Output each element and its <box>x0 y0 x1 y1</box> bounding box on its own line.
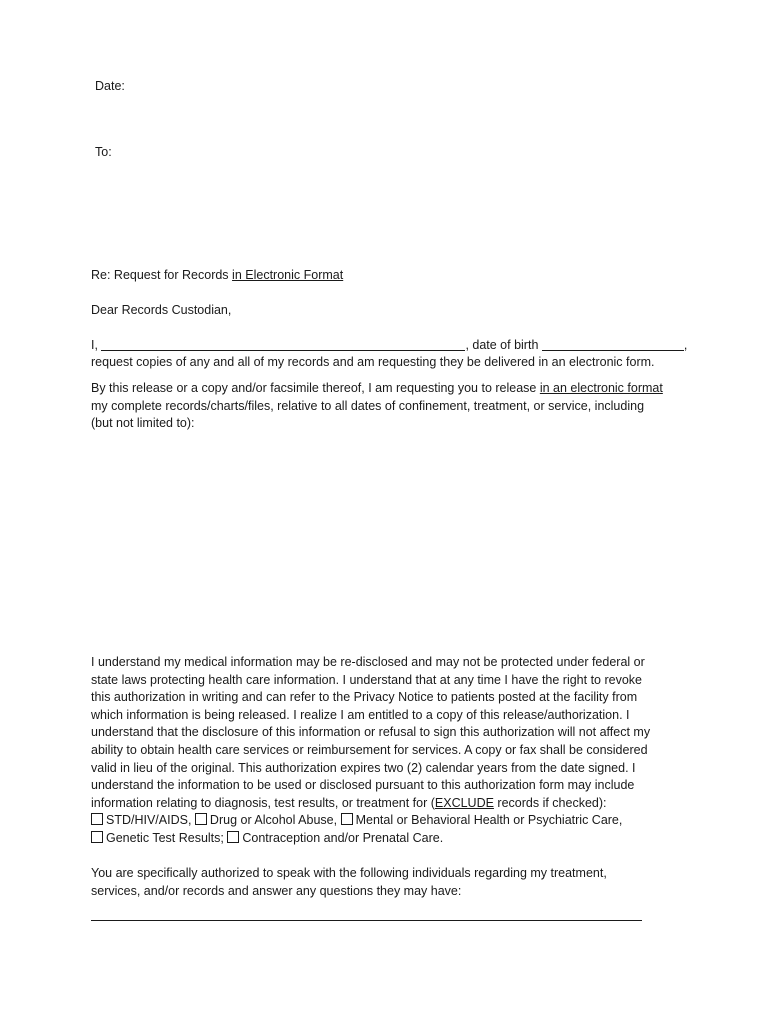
disclosure-line: this authorization in writing and can refer to the Privacy Notice to patients posted at the facility from <box>91 690 638 705</box>
intro-end-comma: , <box>683 338 688 352</box>
authorized-paragraph <box>91 865 691 900</box>
genetic-checkbox[interactable] <box>91 831 103 843</box>
dob-label: , date of birth <box>465 338 539 352</box>
release-prefix: By this release or a copy and/or facsimile thereof, I am requesting you to release <box>91 381 540 395</box>
salutation: Dear Records Custodian, <box>91 303 232 317</box>
std-checkbox[interactable] <box>91 813 103 825</box>
intro-i-label: I, <box>91 338 98 352</box>
disclosure-line: state laws protecting health care information. I understand that at any time I have the right to revoke <box>91 672 643 687</box>
disclosure-line: I understand my medical information may be re-disclosed and may not be protected under federal or <box>91 655 645 669</box>
to-label: To: <box>95 145 112 159</box>
exclude-word: EXCLUDE <box>434 795 494 810</box>
subject-underlined: in Electronic Format <box>232 268 344 282</box>
contraception-label: Contraception and/or Prenatal Care. <box>242 830 444 845</box>
disclosure-line: which information is being released. I realize I am entitled to a copy of this release/authorization. I <box>91 707 630 722</box>
mental-label: Mental or Behavioral Health or Psychiatric Care, <box>355 813 623 828</box>
intro-line-1 <box>91 337 687 354</box>
drug-checkbox[interactable] <box>195 813 207 825</box>
disclosure-last-suffix: records if checked): <box>493 795 607 810</box>
name-blank[interactable] <box>101 338 465 351</box>
exclusions-row-2 <box>91 830 691 848</box>
drug-label: Drug or Alcohol Abuse, <box>209 813 338 828</box>
std-label: STD/HIV/AIDS, <box>106 813 192 828</box>
date-label: Date: <box>95 79 125 93</box>
disclosure-line: understand the information to be used or disclosed pursuant to this authorization form may include <box>91 778 635 793</box>
disclosure-line: ability to obtain health care services or reimbursement for services. A copy or fax shall be considered <box>91 742 648 757</box>
disclosure-line: understand that the disclosure of this information or refusal to sign this authorization will not affect my <box>91 725 651 740</box>
release-line-1 <box>91 380 691 398</box>
release-line-3: (but not limited to): <box>91 416 195 431</box>
contraception-checkbox[interactable] <box>227 831 239 843</box>
disclosure-line: valid in lieu of the original. This authorization expires two (2) calendar years from the date signed. I <box>91 760 636 775</box>
authorized-line-1: You are specifically authorized to speak with the following individuals regarding my treatment, <box>91 866 607 880</box>
authorized-individuals-blank[interactable] <box>91 908 642 921</box>
disclosure-last-prefix: information relating to diagnosis, test results, or treatment for ( <box>91 795 435 810</box>
authorized-line-2: services, and/or records and answer any questions they may have: <box>91 883 462 898</box>
release-underlined: in an electronic format <box>539 381 663 395</box>
subject-prefix: Re: Request for Records <box>91 268 233 282</box>
dob-blank[interactable] <box>542 338 684 351</box>
disclosure-last-line <box>91 795 691 813</box>
release-paragraph <box>91 380 691 433</box>
mental-checkbox[interactable] <box>341 813 353 825</box>
intro-line-2: request copies of any and all of my records and am requesting they be delivered in an electronic form. <box>91 355 655 369</box>
release-line-2: my complete records/charts/files, relative to all dates of confinement, treatment, or service, including <box>91 398 645 413</box>
subject-line <box>91 267 343 284</box>
exclusions-row-1 <box>91 812 691 830</box>
disclosure-paragraph <box>91 654 691 848</box>
genetic-label: Genetic Test Results; <box>106 830 224 845</box>
